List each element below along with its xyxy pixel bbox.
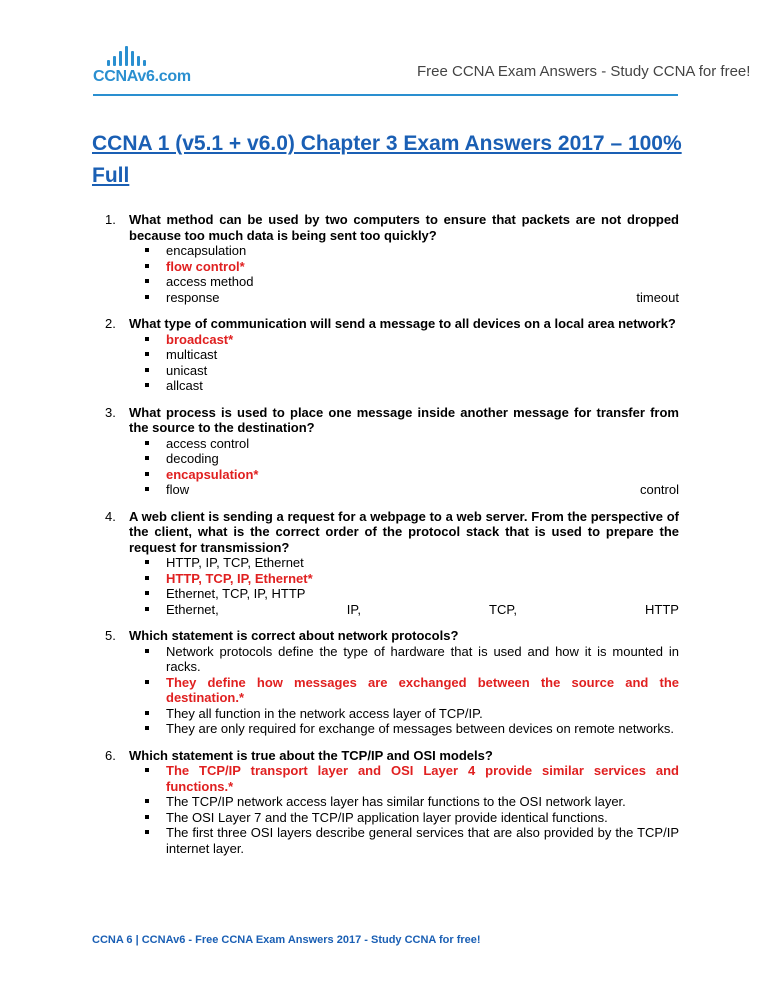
- question-item: [93, 509, 679, 618]
- square-bullet-icon: [145, 591, 149, 595]
- answer-text: They all function in the network access layer of TCP/IP.: [166, 705, 483, 721]
- answer-text: The TCP/IP network access layer has similar functions to the OSI network layer.: [166, 794, 626, 809]
- square-bullet-icon: [145, 680, 149, 684]
- correct-answer-option: [145, 259, 679, 275]
- answer-text: Ethernet, TCP, IP, HTTP: [166, 586, 306, 601]
- answer-option: [145, 243, 679, 259]
- question-text: A web client is sending a request for a webpage to a web server. From the perspective of the client, what is the correct order of the protocol stack that is used to prepare the request for transmission?: [129, 508, 679, 555]
- answer-text: HTTP, TCP, IP, Ethernet*: [166, 570, 313, 586]
- question-item: [93, 316, 679, 394]
- answer-option: [145, 644, 679, 675]
- question-number: 5.: [105, 628, 116, 643]
- square-bullet-icon: [145, 264, 149, 268]
- answer-option: [145, 290, 679, 306]
- answer-text: access control: [166, 435, 250, 451]
- question-text: Which statement is true about the TCP/IP and OSI models?: [129, 747, 493, 763]
- square-bullet-icon: [145, 560, 149, 564]
- square-bullet-icon: [145, 726, 149, 730]
- answer-text: The TCP/IP transport layer and OSI Layer 4 provide similar services and functions.*: [166, 763, 679, 794]
- logo-text: CCNAv6.com: [93, 68, 191, 85]
- answer-text: flow control*: [166, 258, 245, 274]
- square-bullet-icon: [145, 649, 149, 653]
- answer-option: [145, 825, 679, 856]
- question-text: Which statement is correct about network protocols?: [129, 628, 459, 643]
- question-list: [93, 212, 679, 867]
- square-bullet-icon: [145, 248, 149, 252]
- square-bullet-icon: [145, 456, 149, 460]
- square-bullet-icon: [145, 576, 149, 580]
- question-number: 2.: [105, 316, 116, 331]
- answer-option: [145, 810, 679, 826]
- square-bullet-icon: [145, 337, 149, 341]
- answer-text: The OSI Layer 7 and the TCP/IP application layer provide identical functions.: [166, 809, 608, 825]
- header-tagline: Free CCNA Exam Answers - Study CCNA for free!: [417, 63, 751, 80]
- square-bullet-icon: [145, 368, 149, 372]
- question-item: [93, 628, 679, 737]
- answer-text: multicast: [166, 347, 218, 362]
- correct-answer-option: [145, 763, 679, 794]
- answer-option: [145, 555, 679, 571]
- answer-text: flow control: [166, 482, 679, 497]
- page-footer: CCNA 6 | CCNAv6 - Free CCNA Exam Answers 2017 - Study CCNA for free!: [92, 934, 481, 946]
- square-bullet-icon: [145, 799, 149, 803]
- answer-text: HTTP, IP, TCP, Ethernet: [166, 555, 304, 570]
- correct-answer-option: [145, 571, 679, 587]
- answer-option: [145, 602, 679, 618]
- square-bullet-icon: [145, 279, 149, 283]
- answer-option: [145, 347, 679, 363]
- answer-option: [145, 363, 679, 379]
- square-bullet-icon: [145, 295, 149, 299]
- answer-text: encapsulation*: [166, 466, 259, 482]
- answer-text: Network protocols define the type of hardware that is used and how it is mounted in racks.: [166, 643, 679, 674]
- answer-text: The first three OSI layers describe general services that are also provided by the TCP/IP internet layer.: [166, 825, 679, 856]
- question-text: What type of communication will send a message to all devices on a local area network?: [129, 316, 676, 331]
- answer-text: They define how messages are exchanged between the source and the destination.*: [166, 674, 679, 705]
- answer-option: [145, 378, 679, 394]
- square-bullet-icon: [145, 768, 149, 772]
- answer-options: [145, 436, 679, 498]
- square-bullet-icon: [145, 352, 149, 356]
- question-text: What process is used to place one message inside another message for transfer from the source to the destination?: [129, 404, 679, 435]
- square-bullet-icon: [145, 607, 149, 611]
- square-bullet-icon: [145, 830, 149, 834]
- square-bullet-icon: [145, 487, 149, 491]
- answer-options: [145, 555, 679, 617]
- answer-text: decoding: [166, 451, 219, 466]
- answer-text: broadcast*: [166, 331, 234, 347]
- square-bullet-icon: [145, 441, 149, 445]
- answer-text: allcast: [166, 378, 203, 393]
- answer-options: [145, 763, 679, 856]
- question-text: What method can be used by two computers to ensure that packets are not dropped because too much data is being sent too quickly?: [129, 212, 679, 243]
- answer-option: [145, 436, 679, 452]
- question-number: 3.: [105, 404, 116, 420]
- answer-option: [145, 721, 679, 737]
- site-logo[interactable]: [93, 44, 191, 86]
- question-number: 1.: [105, 212, 116, 227]
- answer-text: Ethernet, IP, TCP, HTTP: [166, 601, 679, 617]
- answer-text: They are only required for exchange of messages between devices on remote networks.: [166, 721, 674, 736]
- answer-option: [145, 794, 679, 810]
- square-bullet-icon: [145, 472, 149, 476]
- answer-text: unicast: [166, 362, 208, 378]
- correct-answer-option: [145, 675, 679, 706]
- question-item: [93, 212, 679, 305]
- answer-option: [145, 482, 679, 498]
- question-number: 6.: [105, 747, 116, 763]
- square-bullet-icon: [145, 383, 149, 387]
- answer-text: encapsulation: [166, 243, 247, 258]
- square-bullet-icon: [145, 711, 149, 715]
- answer-option: [145, 451, 679, 467]
- answer-text: response timeout: [166, 289, 679, 305]
- page-header: [0, 0, 768, 100]
- square-bullet-icon: [145, 815, 149, 819]
- header-divider: [93, 94, 678, 96]
- question-item: [93, 405, 679, 498]
- question-item: [93, 748, 679, 857]
- answer-options: [145, 332, 679, 394]
- correct-answer-option: [145, 467, 679, 483]
- correct-answer-option: [145, 332, 679, 348]
- logo-bars-icon: [107, 44, 191, 66]
- answer-options: [145, 243, 679, 305]
- question-number: 4.: [105, 508, 116, 524]
- answer-option: [145, 274, 679, 290]
- answer-options: [145, 644, 679, 737]
- answer-text: access method: [166, 274, 254, 289]
- page-title[interactable]: CCNA 1 (v5.1 + v6.0) Chapter 3 Exam Answers 2017 – 100% Full: [92, 132, 682, 187]
- answer-option: [145, 586, 679, 602]
- answer-option: [145, 706, 679, 722]
